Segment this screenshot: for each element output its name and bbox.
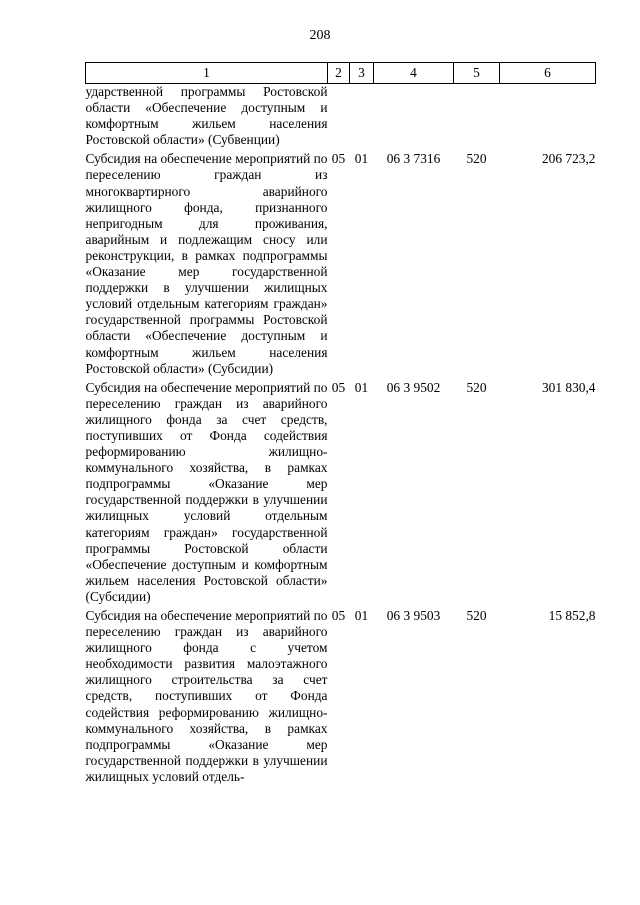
- row-amount: 301 830,4: [541, 379, 596, 395]
- row-amount: 15 852,8: [548, 608, 596, 623]
- row-subsection-code: 01: [354, 608, 369, 623]
- column-header: 5: [454, 63, 500, 84]
- row-target-article-code: [374, 84, 454, 149]
- table-row: [86, 377, 596, 605]
- table-header-row: [86, 63, 596, 84]
- row-expense-type-code: 520: [466, 608, 487, 623]
- table-row: [86, 605, 596, 785]
- row-description: Субсидия на обеспечение мероприятий по переселению граждан из многоквартирного аварийного жилищного фонда, признанного непригодным для проживания, аварийным и подлежащим сносу или реконструкции, в рамках подпрограммы «Оказание мер государственной поддержки в улучшении жилищных условий отдельным категориям граждан» государственной программы Ростовской области «Обеспечение доступным и комфортным жильем населения Ростовской области» (Субсидии): [85, 151, 328, 376]
- row-subsection-code: [350, 84, 374, 149]
- row-subsection-code: 01: [354, 379, 369, 395]
- table-row: [86, 148, 596, 376]
- row-amount: 206 723,2: [541, 151, 596, 167]
- row-section-code: 05: [331, 151, 346, 167]
- row-description: Субсидия на обеспечение мероприятий по переселению граждан из аварийного жилищного фонда с учетом необходимости развития малоэтажного жилищного строительства за счет средств, поступивших от Фонда содействия реформированию жилищно-коммунального хозяйства, в рамках подпрограммы «Оказание мер государственной поддержки в улучшении жилищных условий отдель-: [85, 608, 328, 784]
- page-number: 208: [309, 28, 331, 43]
- table-row: [86, 84, 596, 149]
- row-section-code: 05: [331, 379, 346, 395]
- column-header: 6: [500, 63, 596, 84]
- row-target-article-code: 06 3 9503: [386, 608, 441, 623]
- row-section-code: [328, 84, 350, 149]
- row-target-article-code: 06 3 7316: [386, 151, 441, 167]
- row-section-code: 05: [331, 608, 346, 623]
- row-expense-type-code: [454, 84, 500, 149]
- column-header: 3: [350, 63, 374, 84]
- row-expense-type-code: 520: [466, 151, 487, 167]
- row-amount: [500, 84, 596, 149]
- budget-table: [85, 62, 596, 785]
- column-header: 1: [86, 63, 328, 84]
- row-expense-type-code: 520: [466, 379, 487, 395]
- row-description: Субсидия на обеспечение мероприятий по переселению граждан из аварийного жилищного фонда за счет средств, поступивших от Фонда содействия реформированию жилищно-коммунального хозяйства, в рамках подпрограммы «Оказание мер государственной поддержки в улучшении жилищных условий отдельным категориям граждан» государственной программы Ростовской области «Обеспечение доступным и комфортным жильем населения Ростовской области» (Субсидии): [85, 379, 328, 604]
- column-header: 2: [328, 63, 350, 84]
- row-target-article-code: 06 3 9502: [386, 379, 441, 395]
- row-description: ударственной программы Ростовской области «Обеспечение доступным и комфортным жильем населения Ростовской области» (Субвенции): [85, 84, 328, 148]
- row-subsection-code: 01: [354, 151, 369, 167]
- column-header: 4: [374, 63, 454, 84]
